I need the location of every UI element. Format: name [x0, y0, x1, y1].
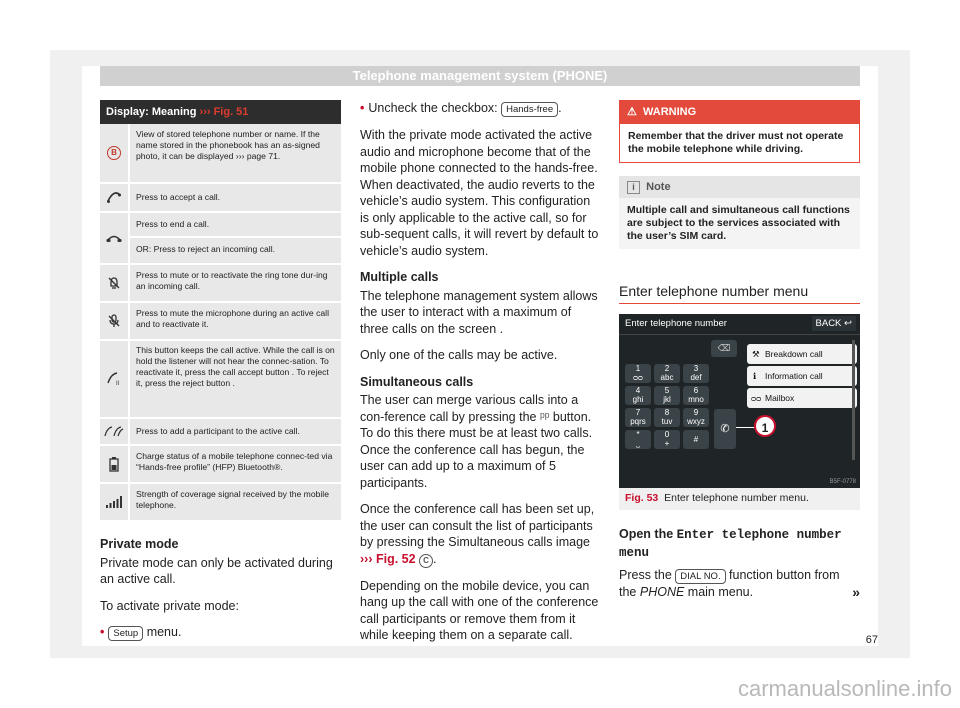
table-row	[100, 124, 341, 184]
key-digit: 8	[664, 408, 670, 417]
participants-text-a: Once the conference call has been set up, the user can consult the list of participants by pressing the Simultaneous calls image	[360, 502, 595, 549]
keypad-key-3[interactable]	[683, 364, 709, 383]
page-header: Telephone management system (PHONE)	[100, 66, 860, 86]
key-digit: 5	[664, 386, 670, 395]
screen-divider	[619, 334, 860, 335]
key-digit: 2	[664, 364, 670, 373]
keypad-key-7[interactable]	[625, 408, 651, 427]
add-participant-icon	[100, 419, 128, 444]
fig52-link[interactable]: ››› Fig. 52	[360, 551, 416, 566]
key-letters: jkl	[663, 395, 671, 404]
badge-b-icon	[100, 124, 128, 182]
press-text-a: Press the	[619, 568, 676, 582]
key-letters: mno	[688, 395, 704, 404]
signal-strength-icon	[100, 484, 128, 520]
private-mode-description: With the private mode activated the active audio and microphone become that of the mobile phone connected to the hands-free. When deactivated, the audio reverts to the vehicle’s audio system. This configuration is only applicable to the active call, so for sub-sequent calls, it will revert by default to vehicle’s audio system.	[360, 128, 599, 258]
keypad-key-6[interactable]	[683, 386, 709, 405]
note-title: Note	[646, 181, 671, 193]
key-digit: 3	[693, 364, 699, 373]
hands-free-key[interactable]: Hands-free	[501, 102, 558, 117]
keypad-key-2[interactable]	[654, 364, 680, 383]
key-digit: 6	[693, 386, 699, 395]
voicemail-icon: ᴑᴑ	[751, 393, 762, 403]
uncheck-step: • Uncheck the checkbox: Hands-free .	[360, 101, 562, 115]
key-letters: tuv	[661, 417, 673, 426]
badge-c: C	[419, 554, 433, 568]
keypad-key-1[interactable]	[625, 364, 651, 383]
warning-triangle-icon: ⚠	[627, 106, 637, 118]
bullet-icon: •	[100, 625, 105, 639]
key-letters: +	[664, 439, 670, 448]
screen-title: Enter telephone number	[625, 318, 727, 329]
continue-marker: »	[852, 584, 860, 600]
press-text-b: function button from the	[619, 568, 840, 599]
section-title: Enter telephone number menu	[619, 283, 860, 304]
svg-text:II: II	[116, 381, 120, 386]
key-digit: 9	[693, 408, 699, 417]
table-title-ref[interactable]: ››› Fig. 51	[199, 106, 249, 118]
table-cell-line: OR: Press to reject an incoming call.	[136, 244, 275, 254]
figure-code: B5F-0778	[829, 479, 856, 485]
breakdown-call-label: Breakdown call	[765, 349, 823, 359]
keypad-key-0[interactable]	[654, 430, 680, 449]
key-digit: *	[636, 430, 640, 439]
open-heading-b: Enter telephone number menu	[619, 528, 842, 560]
column-3	[619, 100, 860, 611]
open-menu-heading	[619, 526, 860, 561]
private-mode-heading: Private mode	[100, 537, 179, 551]
table-row	[100, 303, 341, 341]
information-call-label: Information call	[765, 371, 823, 381]
call-button[interactable]	[714, 409, 736, 449]
table-cell: Press to accept a call.	[130, 184, 341, 211]
mic-mute-icon	[100, 303, 128, 339]
table-row	[100, 213, 341, 265]
table-cell	[130, 213, 341, 263]
note-header	[619, 176, 860, 198]
key-letters: pqrs	[630, 417, 646, 426]
watermark: carmanualsonline.info	[737, 676, 952, 701]
table-cell: Charge status of a mobile telephone connec-ted via “Hands-free profile” (HFP) Bluetooth®.	[130, 446, 341, 482]
info-person-icon: ℹ	[753, 371, 757, 381]
multiple-calls-text: The telephone management system allows the user to interact with a maximum of three calls on the screen .	[360, 288, 598, 336]
figure-caption-text: Enter telephone number menu.	[664, 492, 809, 504]
one-active-text: Only one of the calls may be active.	[360, 348, 558, 362]
mailbox-button[interactable]	[747, 388, 857, 408]
back-arrow-icon: ↩	[844, 318, 852, 329]
scrollbar[interactable]	[852, 340, 855, 460]
breakdown-call-button[interactable]	[747, 344, 857, 364]
table-cell-line: Press to end a call.	[130, 219, 341, 238]
table-title-text: Display: Meaning	[106, 106, 197, 118]
keypad-key-9[interactable]	[683, 408, 709, 427]
private-mode-instructions: To activate private mode:	[100, 598, 239, 613]
table-row	[100, 265, 341, 303]
key-letters: abc	[660, 373, 674, 382]
info-icon: i	[627, 181, 640, 194]
figure-53-screen	[619, 314, 860, 488]
key-digit: #	[693, 435, 699, 444]
key-letters: ghi	[632, 395, 644, 404]
column-2	[360, 100, 602, 654]
end-call-icon	[100, 213, 128, 263]
information-call-button[interactable]	[747, 366, 857, 386]
keypad-key-hash[interactable]	[683, 430, 709, 449]
bullet-icon: •	[360, 101, 365, 115]
battery-icon	[100, 446, 128, 482]
warning-title: WARNING	[643, 106, 697, 118]
wrench-icon: ⚒	[752, 349, 760, 359]
private-mode-section	[100, 536, 341, 641]
phone-word: PHONE	[639, 585, 685, 599]
key-letters: def	[690, 373, 702, 382]
keypad-key-star[interactable]	[625, 430, 651, 449]
table-row	[100, 446, 341, 484]
page-number: 67	[865, 634, 878, 646]
press-text-c: main menu.	[684, 585, 754, 599]
hang-up-text: Depending on the mobile device, you can hang up the call with one of the conference call participants or remove them from it while keeping them on a separate call.	[360, 578, 599, 642]
back-button[interactable]	[812, 316, 856, 331]
hold-icon	[100, 341, 128, 417]
warning-header	[619, 100, 860, 124]
setup-step	[100, 624, 341, 641]
keypad-key-4[interactable]	[625, 386, 651, 405]
participants-text: Once the conference call has been set up, the user can consult the list of participants by pressing the Simultaneous calls image ››› Fig. 52 C .	[360, 502, 595, 566]
badge-b: B	[107, 146, 121, 160]
conference-text-a: The user can merge various calls into a con-ference call by pressing the	[360, 393, 579, 424]
callout-line	[736, 427, 756, 428]
table-cell: Press to mute the microphone during an active call and to reactivate it.	[130, 303, 341, 339]
mailbox-label: Mailbox	[765, 393, 795, 403]
dial-no-key[interactable]: DIAL NO.	[675, 569, 725, 584]
keypad-key-8[interactable]	[654, 408, 680, 427]
setup-key[interactable]: Setup	[108, 626, 143, 641]
uncheck-text: Uncheck the checkbox:	[368, 101, 502, 115]
table-cell: Press to mute or to reactivate the ring tone dur-ing an incoming call.	[130, 265, 341, 301]
key-letters: wxyz	[687, 417, 705, 426]
warning-text: Remember that the driver must not operate the mobile telephone while driving.	[619, 124, 860, 163]
press-instructions	[619, 567, 860, 601]
table-title	[100, 100, 341, 124]
phone-icon: ✆	[720, 423, 730, 435]
table-cell: This button keeps the call active. While the call is on hold the listener will not hear the connec-sation. To reactivate it, press the call accept button . To reject it, press the reject button .	[130, 341, 341, 417]
table-cell: Press to add a participant to the active call.	[130, 419, 341, 444]
column-1	[100, 100, 341, 651]
multiple-calls-heading: Multiple calls	[360, 270, 439, 284]
note-text: Multiple call and simultaneous call functions are subject to the services associated with the user’s SIM card.	[619, 198, 860, 249]
key-digit: 0	[664, 430, 670, 439]
figure-label: Fig. 53	[625, 492, 659, 504]
back-label: BACK	[815, 318, 842, 329]
accept-call-icon	[100, 184, 128, 211]
key-digit: 7	[635, 408, 641, 417]
table-row	[100, 341, 341, 419]
key-letters: ⎵	[636, 439, 640, 448]
conference-icon: ᵖᵖ	[539, 409, 550, 424]
table-row	[100, 484, 341, 522]
mute-ring-icon	[100, 265, 128, 301]
private-mode-text: Private mode can only be activated during an active call.	[100, 555, 333, 586]
conference-text-b: button. To do this there must be at least two calls. Once the conference call has begun, the user can add up to a maximum of 5 participants.	[360, 409, 593, 490]
table-cell: Strength of coverage signal received by the mobile telephone.	[130, 484, 341, 520]
table-cell: View of stored telephone number or name. If the name stored in the phonebook has an as-signed photo, it can be displayed ››› page 71.	[130, 124, 341, 182]
open-heading-a: Open the	[619, 527, 677, 541]
backspace-key[interactable]: ⌫	[711, 340, 737, 357]
simultaneous-calls-heading: Simultaneous calls	[360, 374, 474, 389]
key-letters: ᴑᴑ	[633, 373, 643, 382]
key-digit: 4	[635, 386, 641, 395]
key-digit: 1	[635, 364, 641, 373]
conference-text	[360, 392, 602, 491]
figure-caption	[619, 488, 860, 510]
keypad-key-5[interactable]	[654, 386, 680, 405]
callout-badge: 1	[754, 415, 776, 437]
table-row	[100, 184, 341, 213]
setup-step-text: menu.	[143, 625, 182, 639]
table-row	[100, 419, 341, 446]
